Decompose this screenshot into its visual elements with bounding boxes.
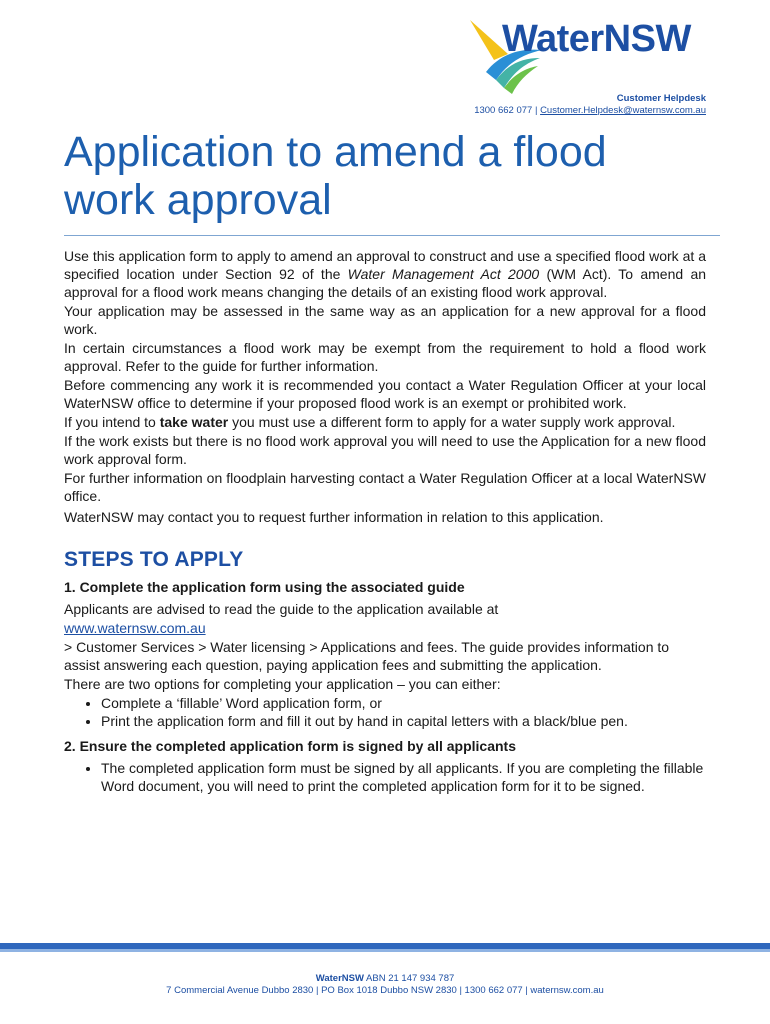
intro-p1-text-a: Use this application form to apply to amend an approval to construct and use a specified flood work at a specified location under Section 92 of the	[64, 248, 706, 282]
intro-paragraph-2: Your application may be assessed in the same way as an application for a new approval for a flood work.	[64, 303, 706, 337]
title-divider	[64, 235, 720, 236]
intro-p5-text-b: you must use a different form to apply for a water supply work approval.	[228, 414, 676, 430]
step-2-list	[64, 759, 706, 795]
intro-paragraph-8: WaterNSW may contact you to request further information in relation to this application.	[64, 509, 604, 525]
footer-brand: WaterNSW	[315, 973, 364, 984]
intro-paragraph-1	[64, 247, 706, 301]
footer-abn: ABN 21 147 934 787	[363, 973, 455, 984]
customer-helpdesk	[474, 93, 706, 117]
take-water-emphasis: take water	[159, 414, 229, 430]
intro-paragraph-7: For further information on floodplain harvesting contact a Water Regulation Officer at a local WaterNSW office.	[64, 470, 706, 504]
waternsw-website-link[interactable]: www.waternsw.com.au	[64, 620, 206, 636]
intro-paragraph-5	[64, 413, 706, 431]
page-title: Application to amend a flood work approval	[64, 128, 607, 224]
list-item: • Print the application form and fill it out by hand in capital letters with a black/blue pen.	[101, 712, 706, 730]
step-1-paragraph-2: > Customer Services > Water licensing > Applications and fees. The guide provides information to assist answering each question, paying application fees and submitting the application.	[64, 639, 670, 673]
main-content	[64, 247, 706, 795]
step-1-paragraph-1: Applicants are advised to read the guide to the application available at	[64, 601, 499, 617]
intro-paragraph-3: In certain circumstances a flood work may be exempt from the requirement to hold a flood work approval. Refer to the guide for further information.	[64, 340, 706, 374]
helpdesk-contact	[474, 105, 706, 117]
list-item: • The completed application form must be signed by all applicants. If you are completing the fillable Word document, you will need to print the completed application form for it to be signed.	[101, 759, 706, 795]
intro-p1-text-b: (WM Act). To amend an approval for a flood work means changing the details of an existing flood work approval.	[64, 266, 707, 300]
intro-p5-text-a: If you intend to	[64, 414, 160, 430]
helpdesk-title: Customer Helpdesk	[616, 93, 706, 104]
helpdesk-phone: 1300 662 077	[474, 105, 533, 116]
step-1-options-list	[64, 694, 706, 730]
footer-abn-line	[0, 973, 770, 985]
page-footer	[0, 973, 770, 997]
intro-paragraph-6: If the work exists but there is no flood work approval you will need to use the Application for a new flood work approval form.	[64, 433, 706, 467]
step-1-paragraph-3: There are two options for completing your application – you can either:	[64, 676, 501, 692]
footer-address: 7 Commercial Avenue Dubbo 2830 | PO Box 1018 Dubbo NSW 2830 | 1300 662 077 | waternsw.com.au	[166, 985, 604, 996]
step-1-link-line	[64, 619, 706, 637]
logo-wordmark: WaterNSW	[502, 18, 691, 60]
intro-paragraph-4: Before commencing any work it is recommended you contact a Water Regulation Officer at your local WaterNSW office to determine if your proposed flood work is an exempt or prohibited work.	[64, 377, 706, 411]
footer-band-light	[0, 949, 770, 952]
steps-heading: STEPS TO APPLY	[64, 548, 244, 571]
helpdesk-email-link[interactable]: Customer.Helpdesk@waternsw.com.au	[540, 105, 706, 116]
act-name: Water Management Act 2000	[347, 266, 540, 282]
step-1-heading: 1. Complete the application form using the associated guide	[64, 579, 465, 595]
list-item: • Complete a ‘fillable’ Word application form, or	[101, 694, 706, 712]
waternsw-logo	[464, 14, 710, 94]
step-2-heading: 2. Ensure the completed application form is signed by all applicants	[64, 738, 516, 754]
helpdesk-separator: |	[532, 105, 541, 116]
